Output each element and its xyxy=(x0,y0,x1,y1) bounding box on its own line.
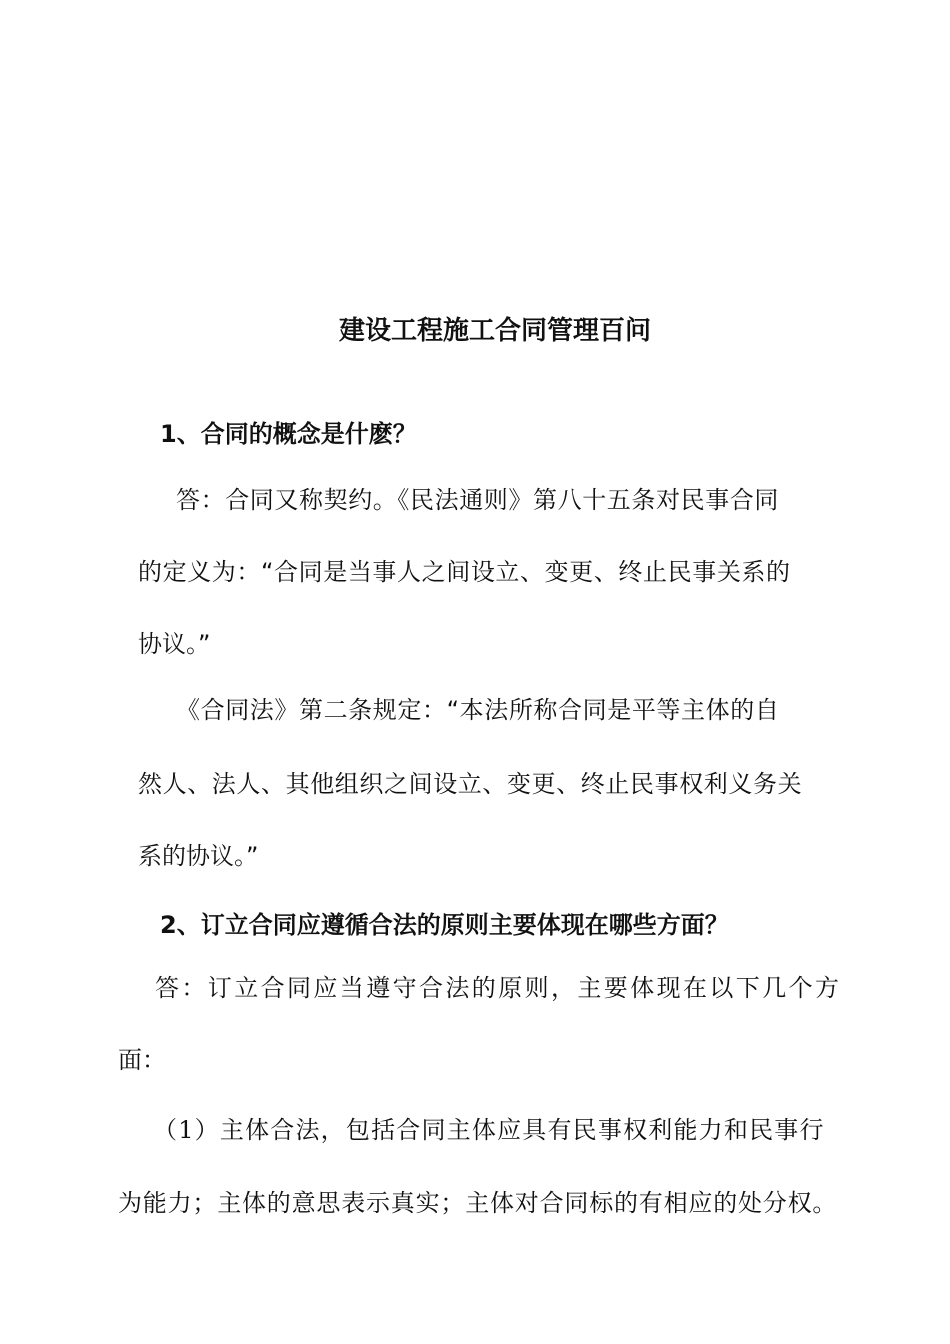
section-1-line-3: 协议。” xyxy=(138,630,211,658)
section-1-line-6: 系的协议。” xyxy=(138,842,259,870)
section-heading-1: 1、合同的概念是什麽？ xyxy=(160,420,417,448)
section-1-line-1: 答：合同又称契约。《民法通则》第八十五条对民事合同 xyxy=(176,486,779,514)
section-2-line-1: 答：订立合同应当遵守合法的原则，主要体现在以下几个方 xyxy=(155,974,842,1002)
document-title: 建设工程施工合同管理百问 xyxy=(338,316,651,346)
section-2-line-2: 面： xyxy=(118,1046,166,1074)
section-2-line-3: （1）主体合法，包括合同主体应具有民事权利能力和民事行 xyxy=(153,1116,825,1144)
section-1-line-2: 的定义为：“合同是当事人之间设立、变更、终止民事关系的 xyxy=(138,558,791,586)
section-2-line-4: 为能力；主体的意思表示真实；主体对合同标的有相应的处分权。 xyxy=(118,1189,838,1217)
section-heading-2: 2、订立合同应遵循合法的原则主要体现在哪些方面？ xyxy=(160,911,729,939)
section-1-line-5: 然人、法人、其他组织之间设立、变更、终止民事权利义务关 xyxy=(138,770,803,798)
section-1-line-4: 《合同法》第二条规定：“本法所称合同是平等主体的自 xyxy=(176,696,780,724)
